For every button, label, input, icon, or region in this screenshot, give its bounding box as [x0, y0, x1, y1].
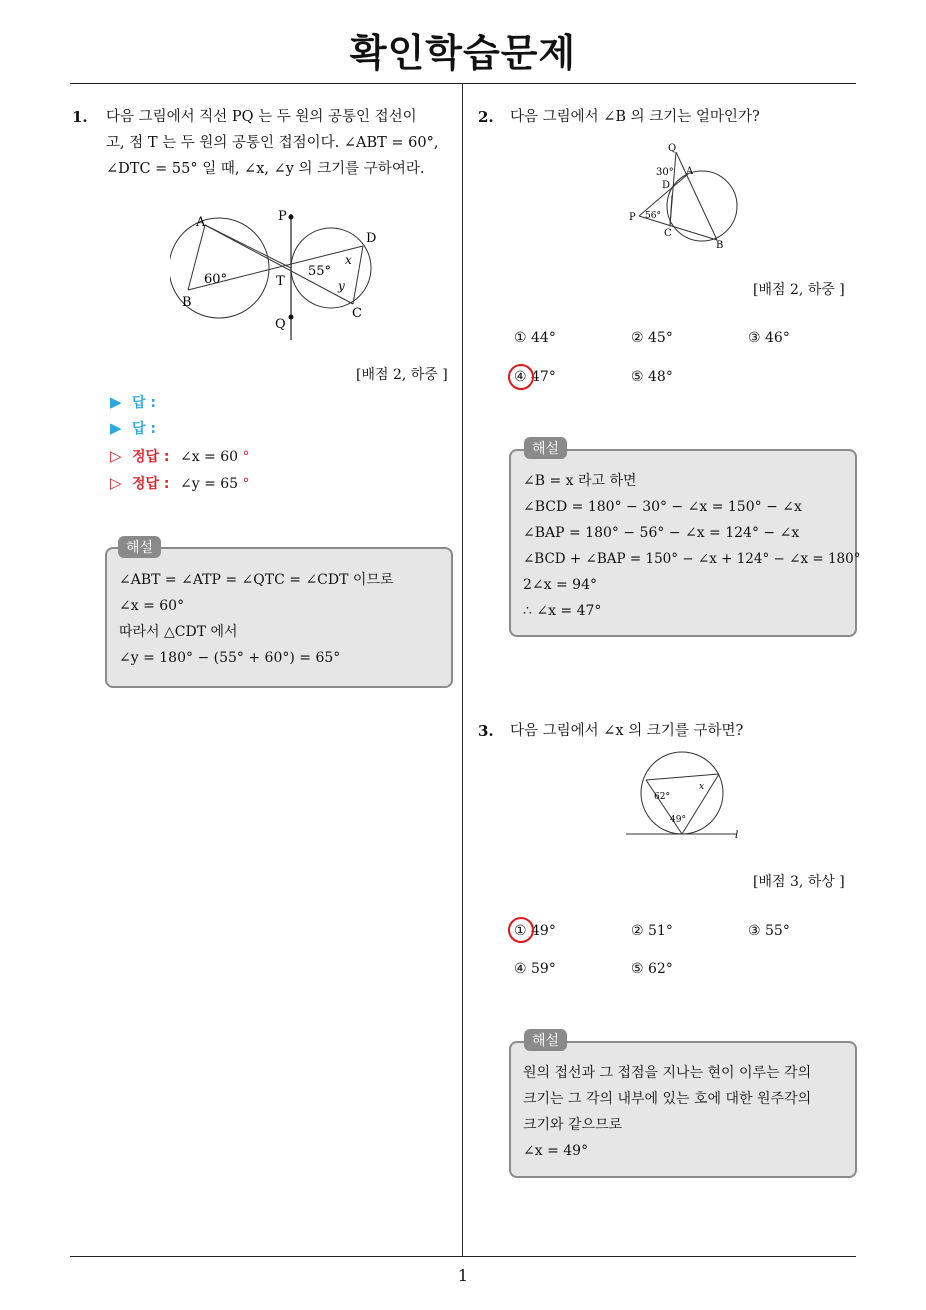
q3-option-1[interactable]: ① 49°	[514, 923, 556, 939]
q3-text: 다음 그림에서 ∠x 의 크기를 구하면?	[510, 723, 744, 739]
q2-number: 2.	[478, 108, 494, 126]
q2-figure-label: Q	[668, 143, 677, 154]
q1-point-q	[289, 315, 294, 320]
q3-figure-label: 49°	[670, 815, 686, 825]
q1-text-line: 고, 점 T 는 두 원의 공통인 접점이다. ∠ABT = 60°,	[106, 135, 439, 151]
q2-option-5[interactable]: ⑤ 48°	[631, 369, 673, 385]
q1-number: 1.	[72, 108, 88, 126]
q3-option-2[interactable]: ② 51°	[631, 923, 673, 939]
q1-point-p	[289, 215, 294, 220]
q2-circle	[667, 171, 737, 241]
explanation-line: ∠BCD = 180° − 30° − ∠x = 150° − ∠x	[523, 499, 802, 515]
q2-option-4[interactable]: ④ 47°	[514, 369, 556, 385]
explanation-line: ∠BAP = 180° − 56° − ∠x = 124° − ∠x	[523, 525, 800, 541]
q1-score: [배점 2, 하중 ]	[356, 367, 448, 383]
q3-explanation-box	[509, 1041, 857, 1178]
q1-figure-label: Q	[275, 317, 286, 332]
explanation-line: ∠x = 60°	[119, 598, 185, 614]
q1-text	[106, 104, 456, 182]
q1-figure-label: C	[352, 306, 362, 321]
q3-explanation-tag: 해설	[524, 1029, 567, 1051]
explanation-line: ∴ ∠x = 47°	[523, 603, 602, 619]
q3-figure-label: l	[735, 830, 739, 841]
explanation-line: ∠BCD + ∠BAP = 150° − ∠x + 124° − ∠x = 180°	[523, 551, 861, 567]
column-divider	[462, 83, 463, 1257]
correct-degree-1: °	[242, 449, 250, 465]
explanation-line: ∠ABT = ∠ATP = ∠QTC = ∠CDT 이므로	[119, 572, 394, 588]
q3-figure-label: x	[699, 782, 705, 792]
q1-text-line: ∠DTC = 55° 일 때, ∠x, ∠y 의 크기를 구하여라.	[106, 161, 425, 177]
explanation-line: ∠x = 49°	[523, 1143, 589, 1159]
q2-correct-mark-icon	[508, 364, 534, 390]
q3-option-4[interactable]: ④ 59°	[514, 961, 556, 977]
explanation-line: 2∠x = 94°	[523, 577, 597, 593]
q1-answer-row	[110, 418, 156, 438]
outline-play-icon: ▷	[110, 447, 122, 465]
q2-figure-label: B	[716, 240, 724, 251]
q3-option-3[interactable]: ③ 55°	[748, 923, 790, 939]
q2-figure-label: A	[686, 166, 694, 177]
q2-figure	[620, 140, 750, 255]
q1-figure-label: y	[338, 279, 345, 293]
explanation-line: ∠B = x 라고 하면	[523, 473, 637, 489]
explanation-line: ∠y = 180° − (55° + 60°) = 65°	[119, 650, 341, 666]
play-icon: ▶	[110, 419, 122, 437]
play-icon: ▶	[110, 393, 122, 411]
q1-figure-label: B	[182, 295, 192, 310]
top-rule	[70, 83, 856, 84]
explanation-line: 원의 접선과 그 접점을 지나는 현이 이루는 각의	[523, 1065, 812, 1081]
q2-explanation-tag: 해설	[524, 437, 567, 459]
q3-chord-2	[646, 780, 682, 834]
q1-correct-row	[110, 446, 250, 466]
q1-figure	[170, 200, 390, 345]
q2-figure-label: P	[629, 212, 636, 223]
explanation-line: 크기는 그 각의 내부에 있는 호에 대한 원주각의	[523, 1091, 812, 1107]
answer-label: 답 :	[132, 395, 156, 411]
bottom-rule	[70, 1256, 856, 1257]
q3-correct-mark-icon	[508, 917, 534, 943]
q1-answer-row	[110, 392, 156, 412]
correct-answer-2: ∠y = 65	[179, 476, 239, 492]
q2-score: [배점 2, 하중 ]	[753, 282, 845, 298]
answer-label: 답 :	[132, 421, 156, 437]
q1-correct-row	[110, 473, 250, 493]
q2-option-1[interactable]: ① 44°	[514, 330, 556, 346]
q3-chord-1	[646, 774, 719, 780]
correct-label: 정답 :	[132, 476, 170, 492]
q1-figure-label: T	[276, 274, 285, 289]
q1-figure-label: 55°	[308, 264, 332, 279]
q1-text-line: 다음 그림에서 직선 PQ 는 두 원의 공통인 접선이	[106, 109, 417, 125]
q1-line-ab	[188, 225, 205, 290]
q1-figure-label: x	[345, 253, 352, 267]
q3-number: 3.	[478, 722, 494, 740]
explanation-line: 따라서 △CDT 에서	[119, 624, 238, 640]
q2-text: 다음 그림에서 ∠B 의 크기는 얼마인가?	[510, 109, 760, 125]
outline-play-icon: ▷	[110, 474, 122, 492]
q2-option-2[interactable]: ② 45°	[631, 330, 673, 346]
q1-line-dc	[353, 246, 363, 304]
q2-figure-label: D	[662, 180, 671, 191]
page-number: 1	[457, 1266, 469, 1285]
q2-figure-label: 30°	[656, 167, 674, 178]
q1-figure-label: D	[366, 231, 377, 246]
correct-label: 정답 :	[132, 449, 170, 465]
q1-explanation-box	[105, 547, 453, 688]
q2-explanation-box	[509, 449, 861, 637]
q1-figure-label: A	[196, 215, 206, 230]
q1-explanation-tag: 해설	[118, 536, 161, 558]
q1-figure-label: 60°	[204, 272, 228, 287]
q2-line-qb	[676, 152, 717, 240]
q3-score: [배점 3, 하상 ]	[753, 874, 845, 890]
explanation-line: 크기와 같으므로	[523, 1117, 623, 1133]
correct-answer-1: ∠x = 60	[179, 449, 239, 465]
q1-figure-label: P	[278, 209, 287, 224]
q3-figure-label: 62°	[654, 792, 670, 802]
q3-option-5[interactable]: ⑤ 62°	[631, 961, 673, 977]
q2-figure-label: C	[664, 228, 672, 239]
q3-figure	[620, 748, 750, 848]
correct-degree-2: °	[242, 476, 250, 492]
page-title: 확인학습문제	[349, 31, 577, 75]
q2-option-3[interactable]: ③ 46°	[748, 330, 790, 346]
q2-figure-label: 56°	[645, 211, 661, 221]
